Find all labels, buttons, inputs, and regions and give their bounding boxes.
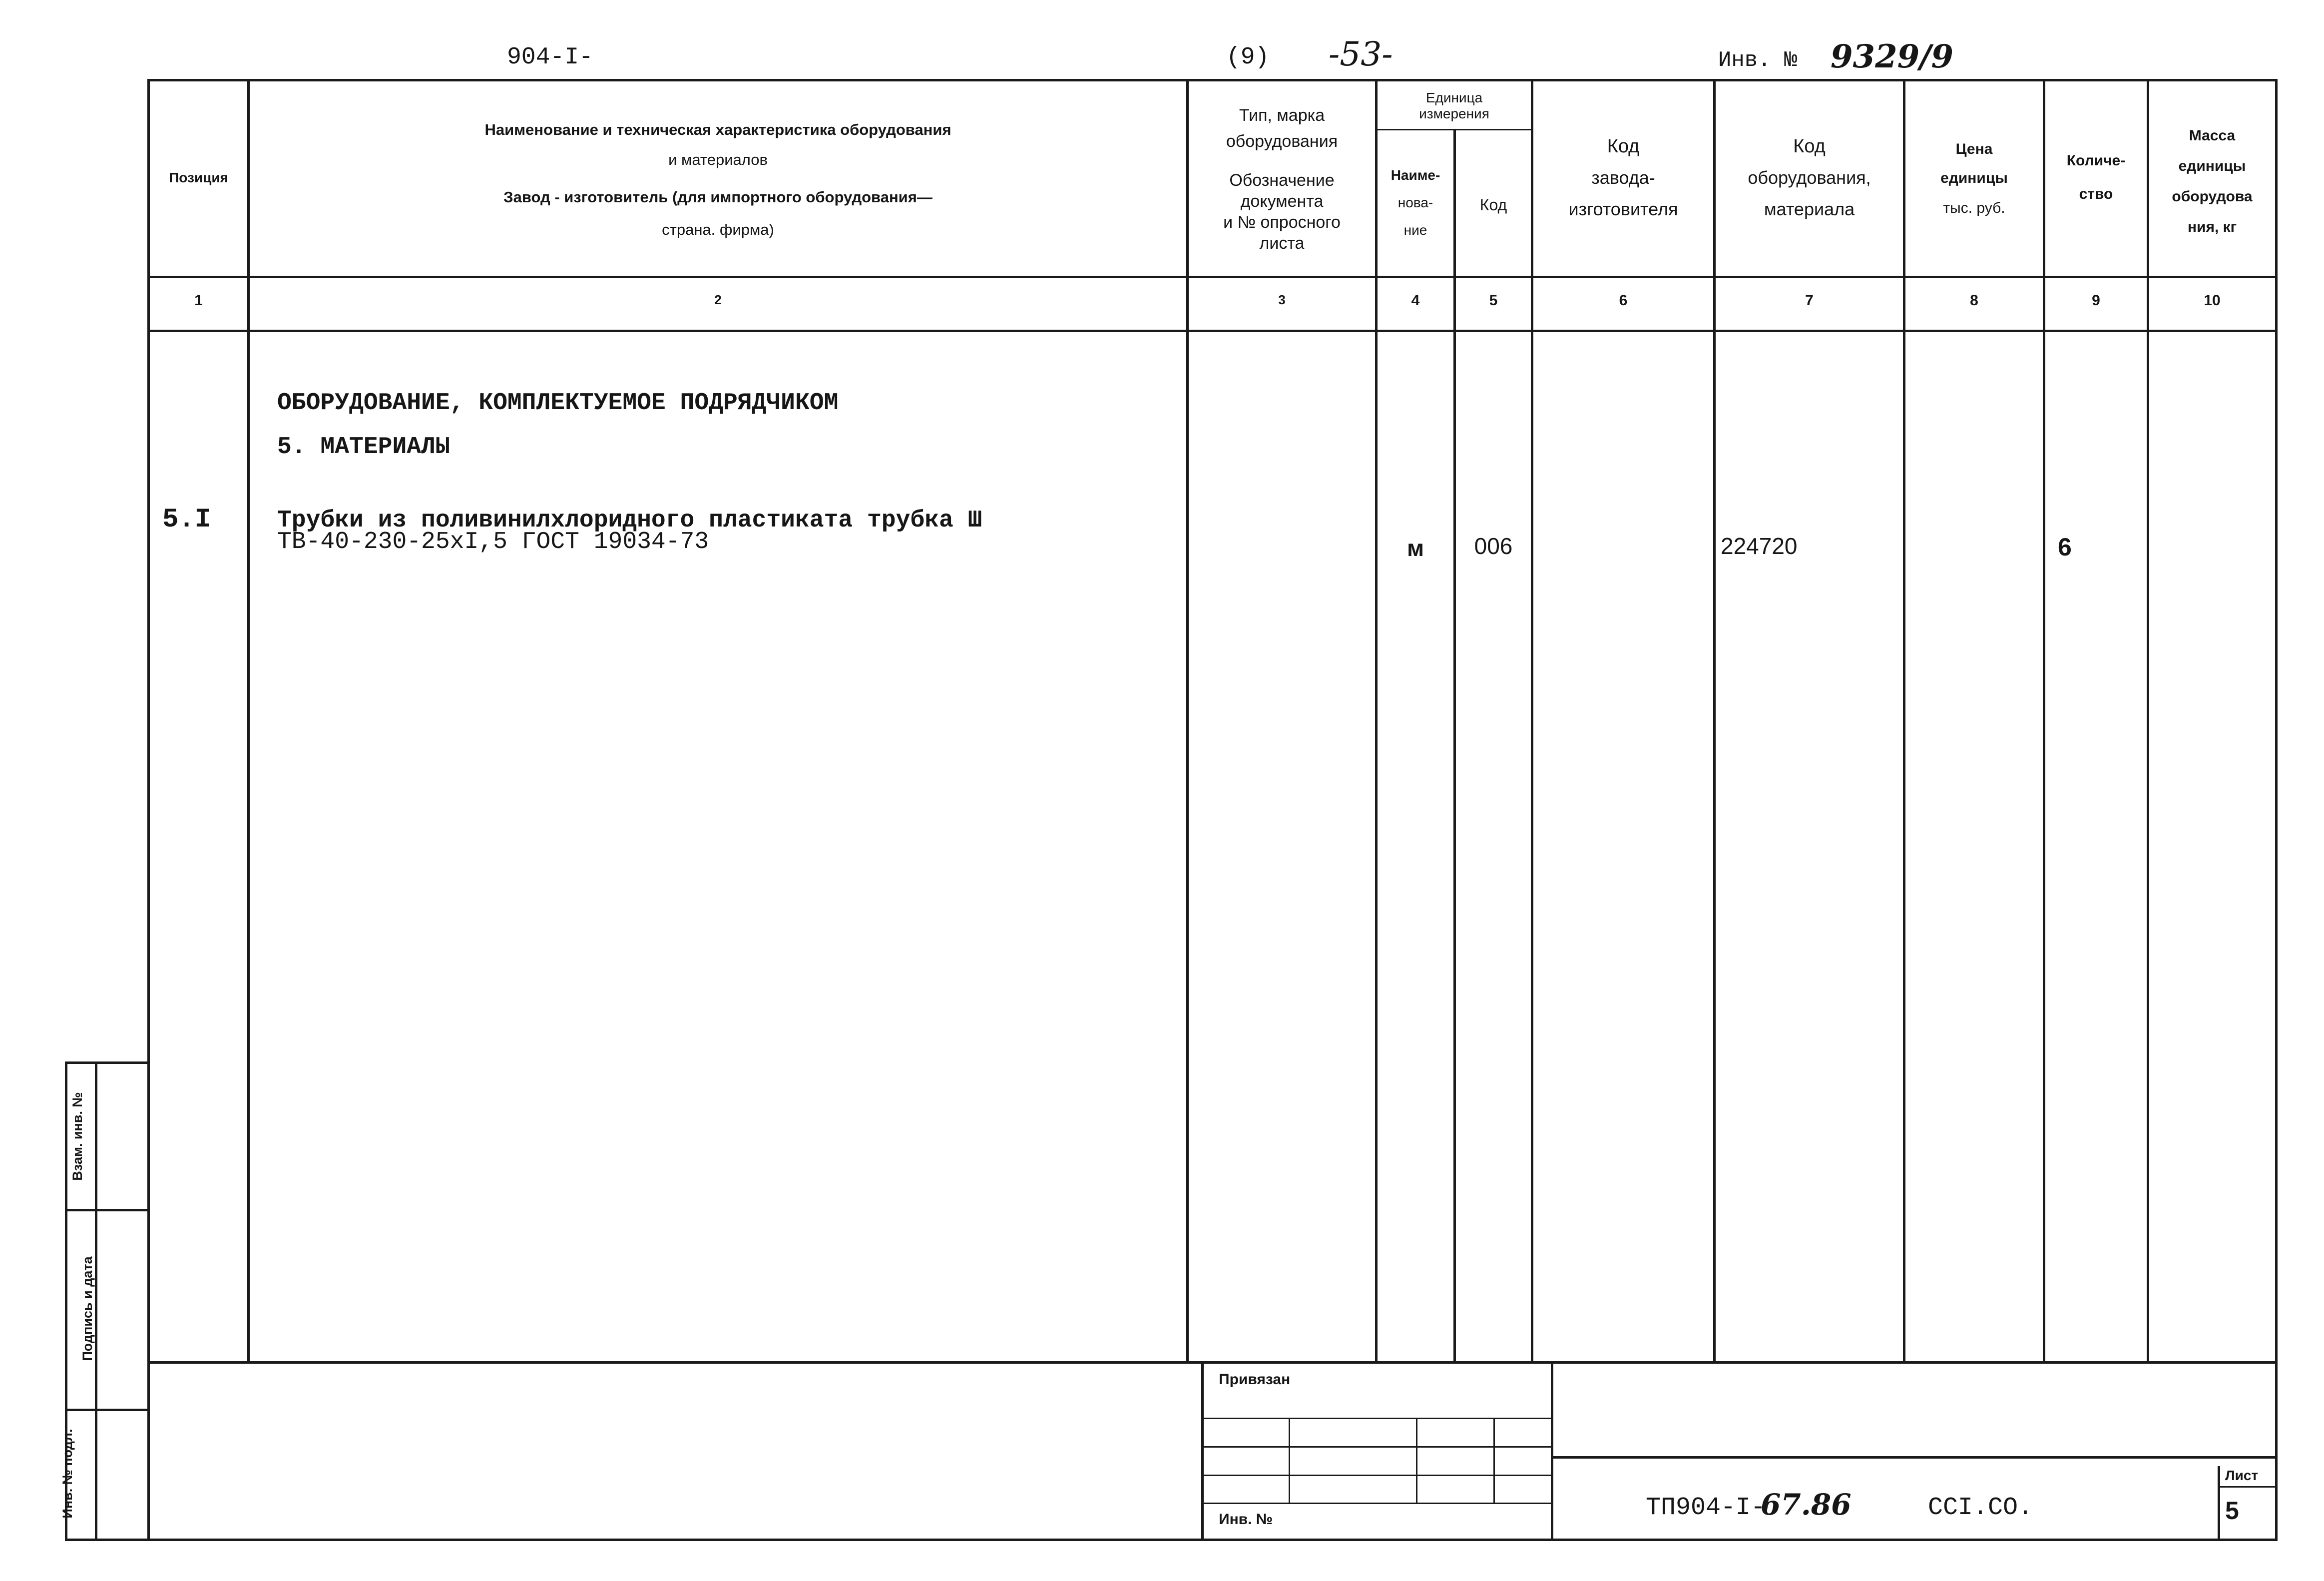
- stamp-bound-label: Привязан: [1219, 1371, 1291, 1388]
- col-number-5: 5: [1489, 292, 1498, 309]
- col-number-10: 10: [2204, 292, 2221, 309]
- margin-label-original-inv: Инв. № подл.: [60, 1429, 75, 1519]
- col-divider-5: [1531, 79, 1533, 1363]
- section-heading: ОБОРУДОВАНИЕ, КОМПЛЕКТУЕМОЕ ПОДРЯДЧИКОМ: [277, 390, 839, 417]
- header-mass-line3: оборудова: [2172, 188, 2253, 205]
- frame-right: [2275, 79, 2278, 1540]
- header-price-line1: Цена: [1955, 141, 1993, 157]
- header-bottom-rule: [147, 276, 2278, 278]
- header-type-line1: Тип, марка: [1239, 106, 1325, 125]
- header-type-line4: документа: [1240, 192, 1324, 211]
- header-type-line5: и № опросного: [1223, 213, 1341, 232]
- header-quantity-line1: Количе-: [2066, 152, 2126, 169]
- document-code-handwritten: 67.86: [1761, 1488, 1852, 1522]
- col-divider-9: [2147, 79, 2149, 1363]
- margin-label-signature-date: Подпись и дата: [80, 1256, 95, 1361]
- stamp-inv-label: Инв. №: [1219, 1511, 1273, 1528]
- header-material-code-line2: оборудования,: [1748, 167, 1871, 188]
- header-factory-code-line1: Код: [1607, 136, 1640, 157]
- frame-top: [147, 79, 2278, 81]
- header-unit-name-line3: ние: [1403, 222, 1427, 238]
- document-suffix: ССI.СО.: [1928, 1494, 2033, 1522]
- row-material-code: 224720: [1721, 533, 1798, 559]
- col-number-3: 3: [1278, 292, 1286, 307]
- col-divider-4: [1453, 129, 1456, 1363]
- header-quantity-line2: ство: [2079, 186, 2113, 202]
- handwritten-page-number: -53-: [1329, 35, 1393, 73]
- header-unit-group-line2: измерения: [1419, 106, 1489, 121]
- header-mass-line1: Масса: [2189, 127, 2236, 144]
- col-number-8: 8: [1970, 292, 1978, 309]
- col-divider-6: [1713, 79, 1716, 1363]
- header-mass-line2: единицы: [2178, 158, 2246, 174]
- header-name-line3: Завод - изготовитель (для импортного оборудования—: [503, 188, 932, 206]
- stamp-bound-left: [1201, 1361, 1204, 1539]
- column-number-rule: [147, 330, 2278, 332]
- col-divider-2: [1186, 79, 1189, 1363]
- row-name-line2: ТВ-40-230-25хI,5 ГОСТ 19034-73: [277, 528, 709, 555]
- header-material-code-line3: материала: [1764, 199, 1855, 219]
- row-unit: м: [1406, 535, 1424, 561]
- stamp-bound-right: [1551, 1361, 1553, 1539]
- header-name-line2: и материалов: [668, 151, 768, 168]
- col-number-7: 7: [1805, 292, 1814, 309]
- row-name-line1: Трубки из поливинилхлоридного пластиката трубка Ш: [277, 507, 982, 534]
- stamp-grid-col-2: [1416, 1418, 1417, 1503]
- header-type-line3: Обозначение: [1229, 171, 1335, 190]
- header-price-line2: единицы: [1940, 170, 2008, 186]
- stamp-grid-row-2: [1201, 1446, 1551, 1448]
- header-position: Позиция: [169, 170, 228, 185]
- inventory-label: Инв. №: [1718, 48, 1798, 73]
- row-unit-code: 006: [1474, 533, 1513, 559]
- handwritten-inventory-number: 9329/9: [1831, 38, 1954, 75]
- subsection-heading: 5. МАТЕРИАЛЫ: [277, 434, 450, 461]
- col-number-2: 2: [714, 292, 722, 307]
- sequence-number: (9): [1226, 44, 1270, 71]
- header-price-line3: тыс. руб.: [1943, 200, 2005, 216]
- margin-label-replacement-inv: Взам. инв. №: [70, 1092, 85, 1181]
- frame-bottom: [65, 1539, 2278, 1541]
- document-code-printed: ТП904-I-: [1646, 1494, 1766, 1522]
- col-number-4: 4: [1411, 292, 1420, 309]
- header-type-line2: оборудования: [1226, 132, 1338, 151]
- header-mass-line4: ния, кг: [2187, 219, 2237, 235]
- row-quantity: 6: [2058, 533, 2072, 561]
- row-position: 5.I: [162, 505, 211, 535]
- stamp-top-rule: [147, 1361, 2278, 1364]
- sheet-label: Лист: [2225, 1468, 2259, 1483]
- header-material-code-line1: Код: [1793, 136, 1826, 157]
- header-unit-name-line1: Наиме-: [1391, 167, 1440, 183]
- col-number-6: 6: [1619, 292, 1628, 309]
- stamp-grid-col-3: [1493, 1418, 1495, 1503]
- stamp-grid-row-1: [1201, 1418, 1551, 1419]
- header-factory-code-line2: завода-: [1591, 167, 1655, 188]
- series-code: 904-I-: [507, 44, 593, 71]
- header-name-line4: страна. фирма): [662, 221, 774, 238]
- col-number-1: 1: [194, 292, 203, 309]
- stamp-grid-row-3: [1201, 1475, 1551, 1476]
- header-name-line1: Наименование и техническая характеристика оборудования: [484, 121, 951, 138]
- header-unit-code: Код: [1479, 196, 1507, 214]
- col-divider-3: [1375, 79, 1378, 1363]
- header-type-line6: листа: [1259, 234, 1305, 253]
- sheet-box-rule: [2218, 1486, 2275, 1488]
- col-divider-7: [1903, 79, 1905, 1363]
- stamp-code-rule: [1551, 1456, 2278, 1459]
- sheet-box-left: [2218, 1466, 2220, 1539]
- sheet-number: 5: [2225, 1497, 2239, 1525]
- header-factory-code-line3: изготовителя: [1568, 199, 1678, 219]
- stamp-grid-row-4: [1201, 1503, 1551, 1504]
- col-number-9: 9: [2092, 292, 2100, 309]
- header-unit-name-line2: нова-: [1397, 195, 1433, 210]
- stamp-grid-col-1: [1289, 1418, 1290, 1503]
- header-unit-group-line1: Единица: [1425, 90, 1483, 105]
- col-divider-1: [247, 79, 250, 1363]
- col-divider-8: [2043, 79, 2045, 1363]
